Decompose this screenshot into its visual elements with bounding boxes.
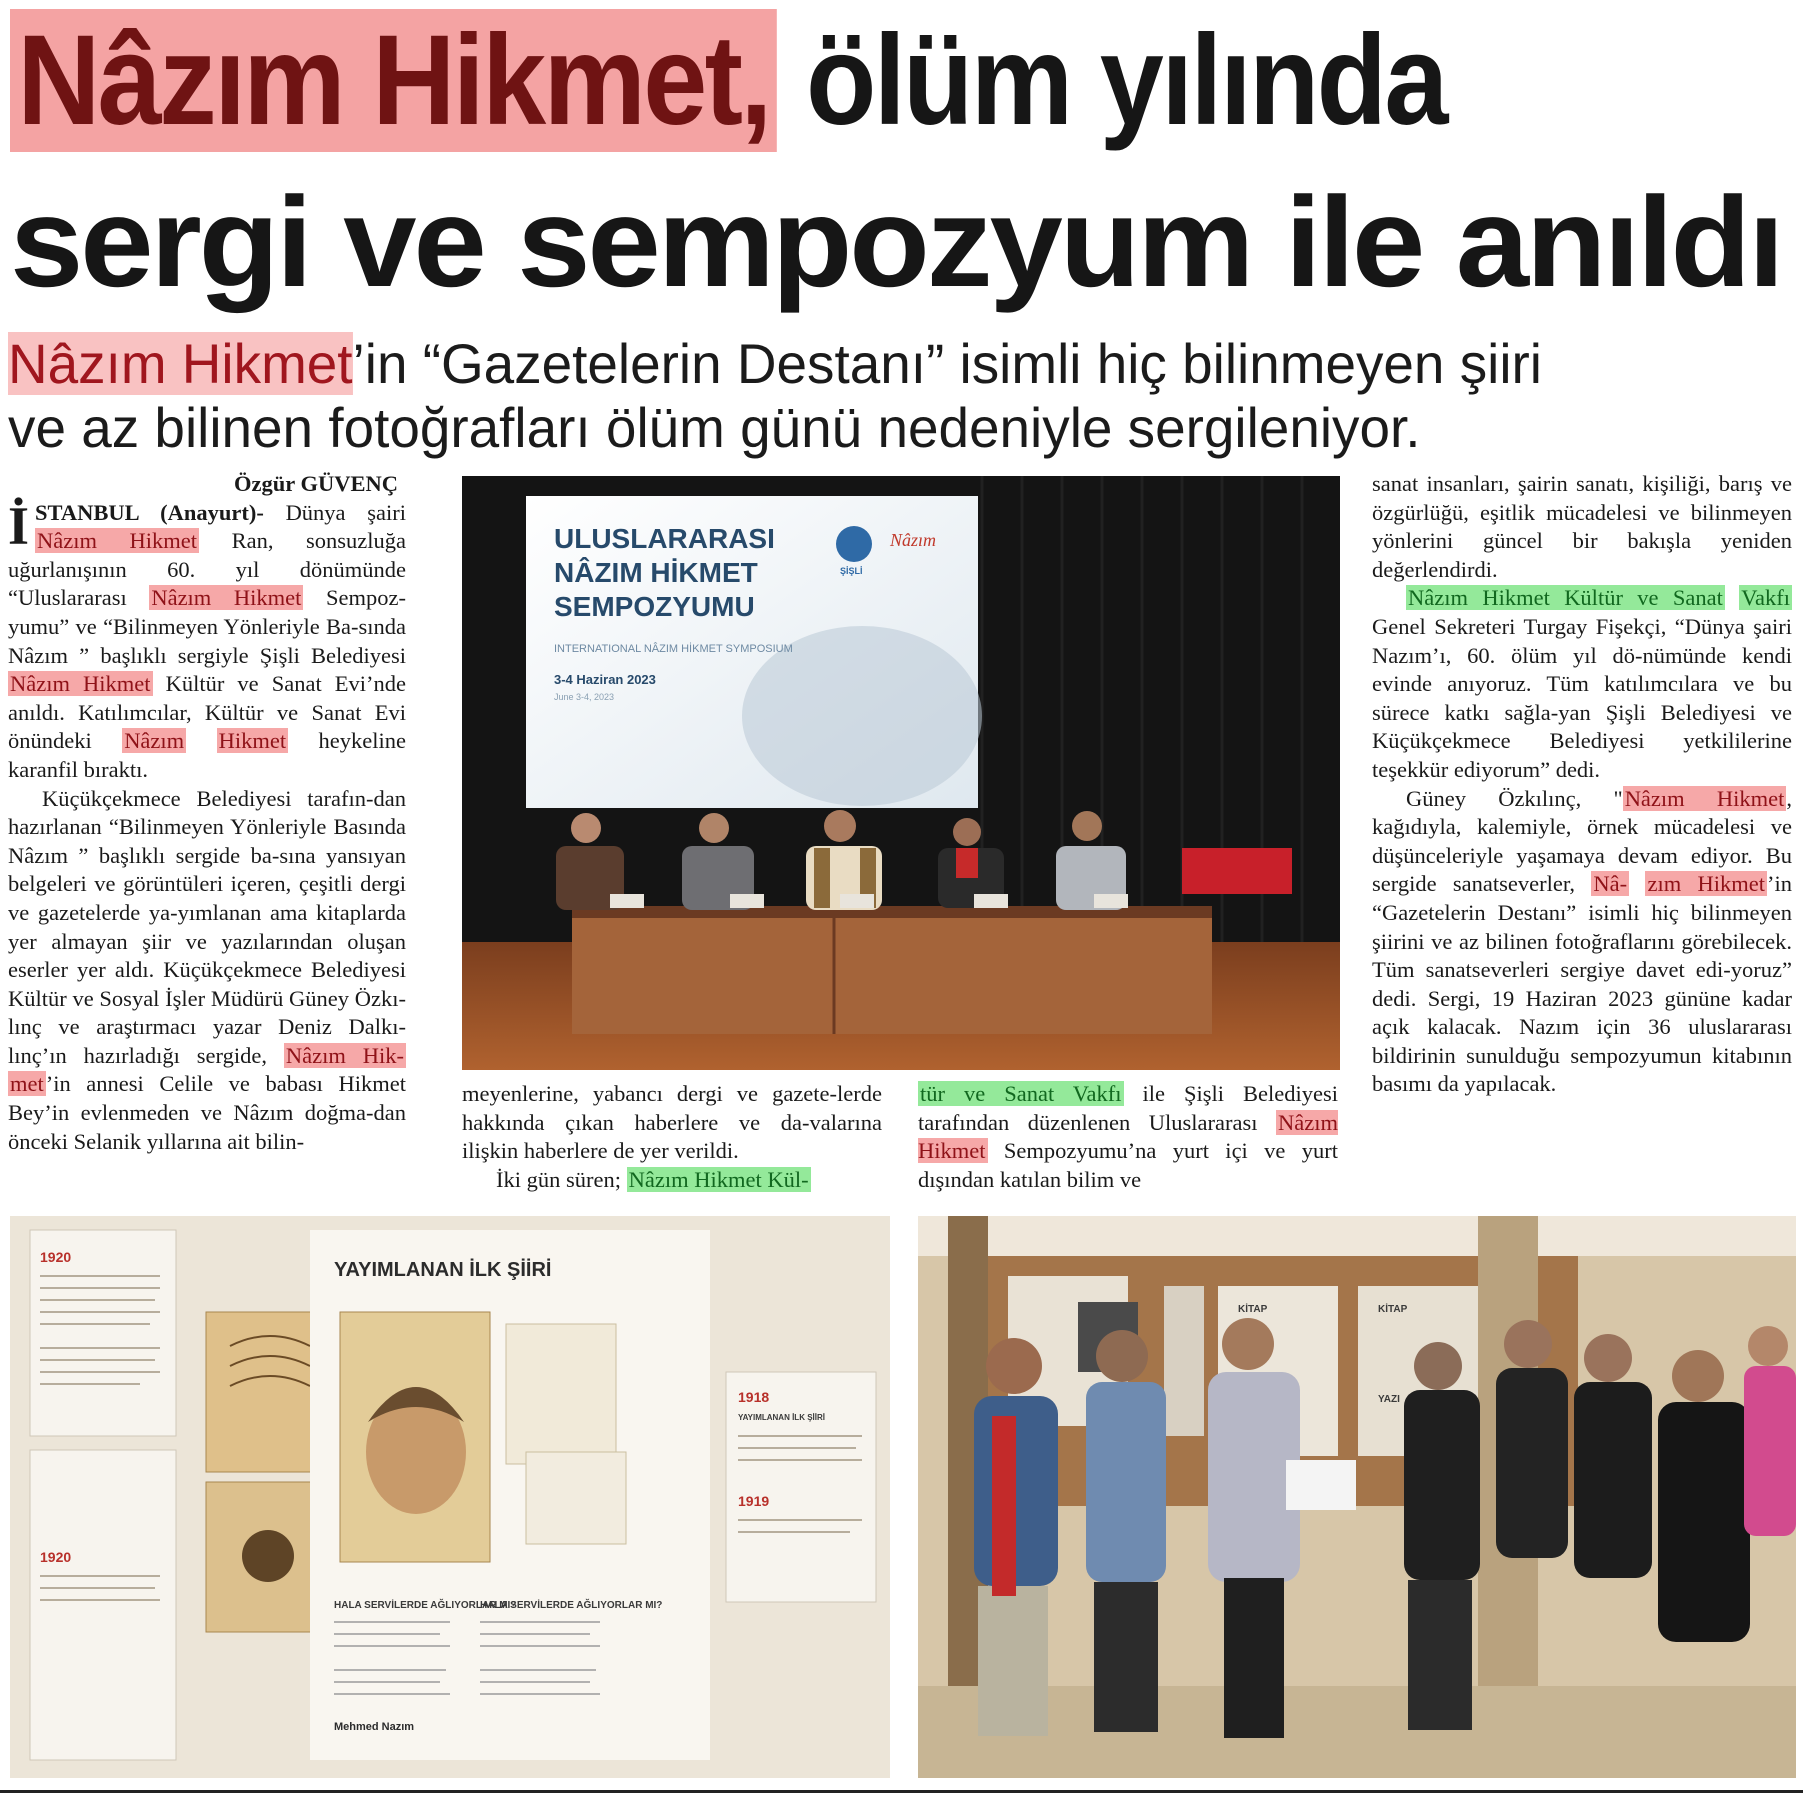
article-column-3 xyxy=(918,1080,1338,1194)
article-column-2 xyxy=(462,1080,882,1194)
name-highlight: Nâ- xyxy=(1593,871,1628,897)
exhibition-visitors-illustration xyxy=(918,1216,1796,1778)
paragraph-3 xyxy=(462,1080,882,1166)
paragraph-5 xyxy=(1372,470,1792,584)
year-1920-a: 1920 xyxy=(40,1249,72,1265)
year-1918: 1918 xyxy=(738,1389,770,1405)
text-run: heykeline karanfil bıraktı. xyxy=(8,728,407,782)
text-run: ’in annesi Celile ve babası Hikmet Bey’in evlenmeden ve Nâzım doğma-dan önceki Selanik yıllarına ait bilin- xyxy=(8,1071,406,1154)
signature-logo: Nâzım xyxy=(890,530,937,550)
paragraph-6 xyxy=(1372,584,1792,784)
subhead-line-1 xyxy=(8,332,1542,396)
bottom-rule xyxy=(0,1790,1803,1793)
wall-label-2: YAZI xyxy=(1378,1394,1400,1405)
name-highlight: Nâzım Hikmet xyxy=(1624,785,1785,811)
paragraph-7 xyxy=(1372,785,1792,1100)
text-run: Kültür ve Sanat Evi’nde anıldı. Katılımcılar, Kültür ve Sanat Evi önündeki xyxy=(8,671,406,754)
year-1920-b: 1920 xyxy=(40,1549,72,1565)
paragraph-4 xyxy=(462,1166,882,1195)
dropcap: İ xyxy=(8,495,30,556)
text-run: Güney Özkılınç, " xyxy=(1406,785,1623,811)
subhead-highlight: Nâzım Hikmet xyxy=(8,332,353,395)
name-highlight: Nâzım Hikmet xyxy=(918,1109,1339,1164)
name-highlight: met xyxy=(10,1071,44,1097)
text-run: Sempozyumu’na yurt içi ve yurt dışından katılan bilim ve xyxy=(918,1138,1339,1192)
text-run: ’in “Gazetelerin Destanı” isimli hiç bilinmeyen şiirini ve az bilinen fotoğraflarını görebilecek. Tüm sanatseverleri sergiye davet edi-yoruz” dedi. Sergi, 19 Haziran 2023 gününe kadar açık kalacak. Nazım için 36 uluslararası bildirinin sunulduğu sempozyumun kitabının basımı da yapılacak. xyxy=(1372,871,1793,1097)
byline: Özgür GÜVENÇ xyxy=(234,471,398,496)
headline-line-1 xyxy=(10,6,1446,156)
paragraph-4-cont xyxy=(918,1080,1338,1194)
foundation-highlight: Nâzım Hikmet Kül- xyxy=(628,1166,809,1192)
text-run: İki gün süren; xyxy=(496,1166,621,1192)
foundation-highlight: Vakfı xyxy=(1741,585,1791,611)
headline-line-2: sergi ve sempozyum ile anıldı xyxy=(10,171,1782,314)
panel-title: YAYIMLANAN İLK ŞİİRİ xyxy=(334,1259,552,1281)
name-highlight: Nâzım Hikmet xyxy=(151,585,302,611)
wall-label-3: KİTAP xyxy=(1238,1304,1268,1315)
dateline: STANBUL (Anayurt)- xyxy=(35,499,264,525)
screen-subtitle: INTERNATIONAL NÂZIM HİKMET SYMPOSIUM xyxy=(554,643,793,655)
wall-label-1: KİTAP xyxy=(1378,1304,1408,1315)
name-highlight: Nâzım Hikmet xyxy=(10,671,151,697)
right-panel-label: YAYIMLANAN İLK ŞİİRİ xyxy=(738,1413,825,1422)
text-run: Dünya şairi xyxy=(285,499,406,525)
headline-highlight: Nâzım Hikmet, xyxy=(10,9,777,152)
text-run: ile Şişli Belediyesi tarafından düzenlenen Uluslararası xyxy=(918,1081,1338,1135)
foundation-highlight: tür ve Sanat Vakfı xyxy=(920,1081,1122,1106)
headline-line-1-rest: ölüm yılında xyxy=(776,9,1446,152)
text-run: Ran, sonsuzluğa uğurlanışının 60. yıl dönümünde “Uluslararası xyxy=(8,528,407,611)
paragraph-2 xyxy=(8,785,406,1157)
poem-author: Mehmed Nazım xyxy=(334,1721,415,1733)
text-run: , kağıdıyla, kalemiyle, örnek mücadelesi ve düşünceleriyle yaşamaya devam ediyor. Bu sergide sanatseverler, xyxy=(1372,785,1792,897)
screen-date-en: June 3-4, 2023 xyxy=(554,692,615,702)
screen-title-3: SEMPOZYUMU xyxy=(554,591,755,622)
name-highlight: Nâzım Hik- xyxy=(285,1042,405,1068)
sisli-logo-icon xyxy=(836,526,872,562)
screen-date: 3-4 Haziran 2023 xyxy=(554,672,656,687)
paragraph-1 xyxy=(8,495,407,785)
name-highlight: zım Hikmet xyxy=(1647,871,1766,897)
year-1919: 1919 xyxy=(738,1493,770,1509)
subhead-line-2: ve az bilinen fotoğrafları ölüm günü nedeniyle sergileniyor. xyxy=(8,396,1421,459)
text-run: Sempoz-yumu” ve “Bilinmeyen Yönleriyle Ba-sında Nâzım ” başlıklı sergiyle Şişli Belediyesi xyxy=(8,585,407,668)
poem-title-left: HALA SERVİLERDE AĞLIYORLAR MI? xyxy=(334,1600,517,1611)
symposium-photo xyxy=(462,476,1340,1070)
name-highlight: Hikmet xyxy=(218,728,287,754)
symposium-stage-illustration xyxy=(462,476,1340,1070)
article-column-1 xyxy=(8,470,406,1156)
subhead-line-1-rest: ’in “Gazetelerin Destanı” isimli hiç bilinmeyen şiiri xyxy=(352,332,1543,395)
screen-title-1: ULUSLARARASI xyxy=(554,523,775,554)
screen-title-2: NÂZIM HİKMET xyxy=(554,557,758,588)
exhibition-panels-illustration xyxy=(10,1216,890,1778)
name-highlight: Nâzım Hikmet xyxy=(37,528,198,554)
exhibition-panels-photo xyxy=(10,1216,890,1778)
text-run: sanat insanları, şairin sanatı, kişiliği, barış ve özgürlüğü, eşitlik mücadelesi ve bilinmeyen yönlerini güncel bir bakışla yeniden değerlendirdi. xyxy=(1372,471,1792,582)
article-column-4 xyxy=(1372,470,1792,1099)
text-run: Küçükçekmece Belediyesi tarafın-dan hazırlanan “Bilinmeyen Yönleriyle Basında Nâzım ” başlıklı sergide ba-sına yansıyan belgeleri ve görüntüleri içeren, çeşitli dergi ve gazetelerde ya-yımlanan ama kitaplarda yer almayan şiir ve yazılarından oluşan eserler yer aldı. Küçükçekmece Belediyesi Kültür ve Sosyal İşler Müdürü Güney Özkı-lınç ve araştırmacı yazar Deniz Dalkı-lınç’ın hazırladığı sergide, xyxy=(8,785,406,1068)
logo-text: ŞİŞLİ xyxy=(840,566,863,576)
text-run: Genel Sekreteri Turgay Fişekçi, “Dünya şairi Nazım’ı, 60. ölüm yıl dö-nümünde kendi evinde anıyoruz. Tüm katılımcılara ve bu sürece katkı sağla-yan Şişli Belediyesi ve Küçükçekmece Belediyesi yetkililerine teşekkür ediyorum” dedi. xyxy=(1372,613,1792,782)
exhibition-visitors-photo xyxy=(918,1216,1796,1778)
foundation-highlight: Nâzım Hikmet Kültür ve Sanat xyxy=(1408,585,1723,611)
text-run: meyenlerine, yabancı dergi ve gazete-lerde hakkında çıkan haberlere ve da-valarına ilişkin haberlere de yer verildi. xyxy=(462,1081,882,1164)
name-highlight: Nâzım xyxy=(124,728,185,754)
poem-title-right: HALA SERVİLERDE AĞLIYORLAR MI? xyxy=(480,1600,663,1611)
